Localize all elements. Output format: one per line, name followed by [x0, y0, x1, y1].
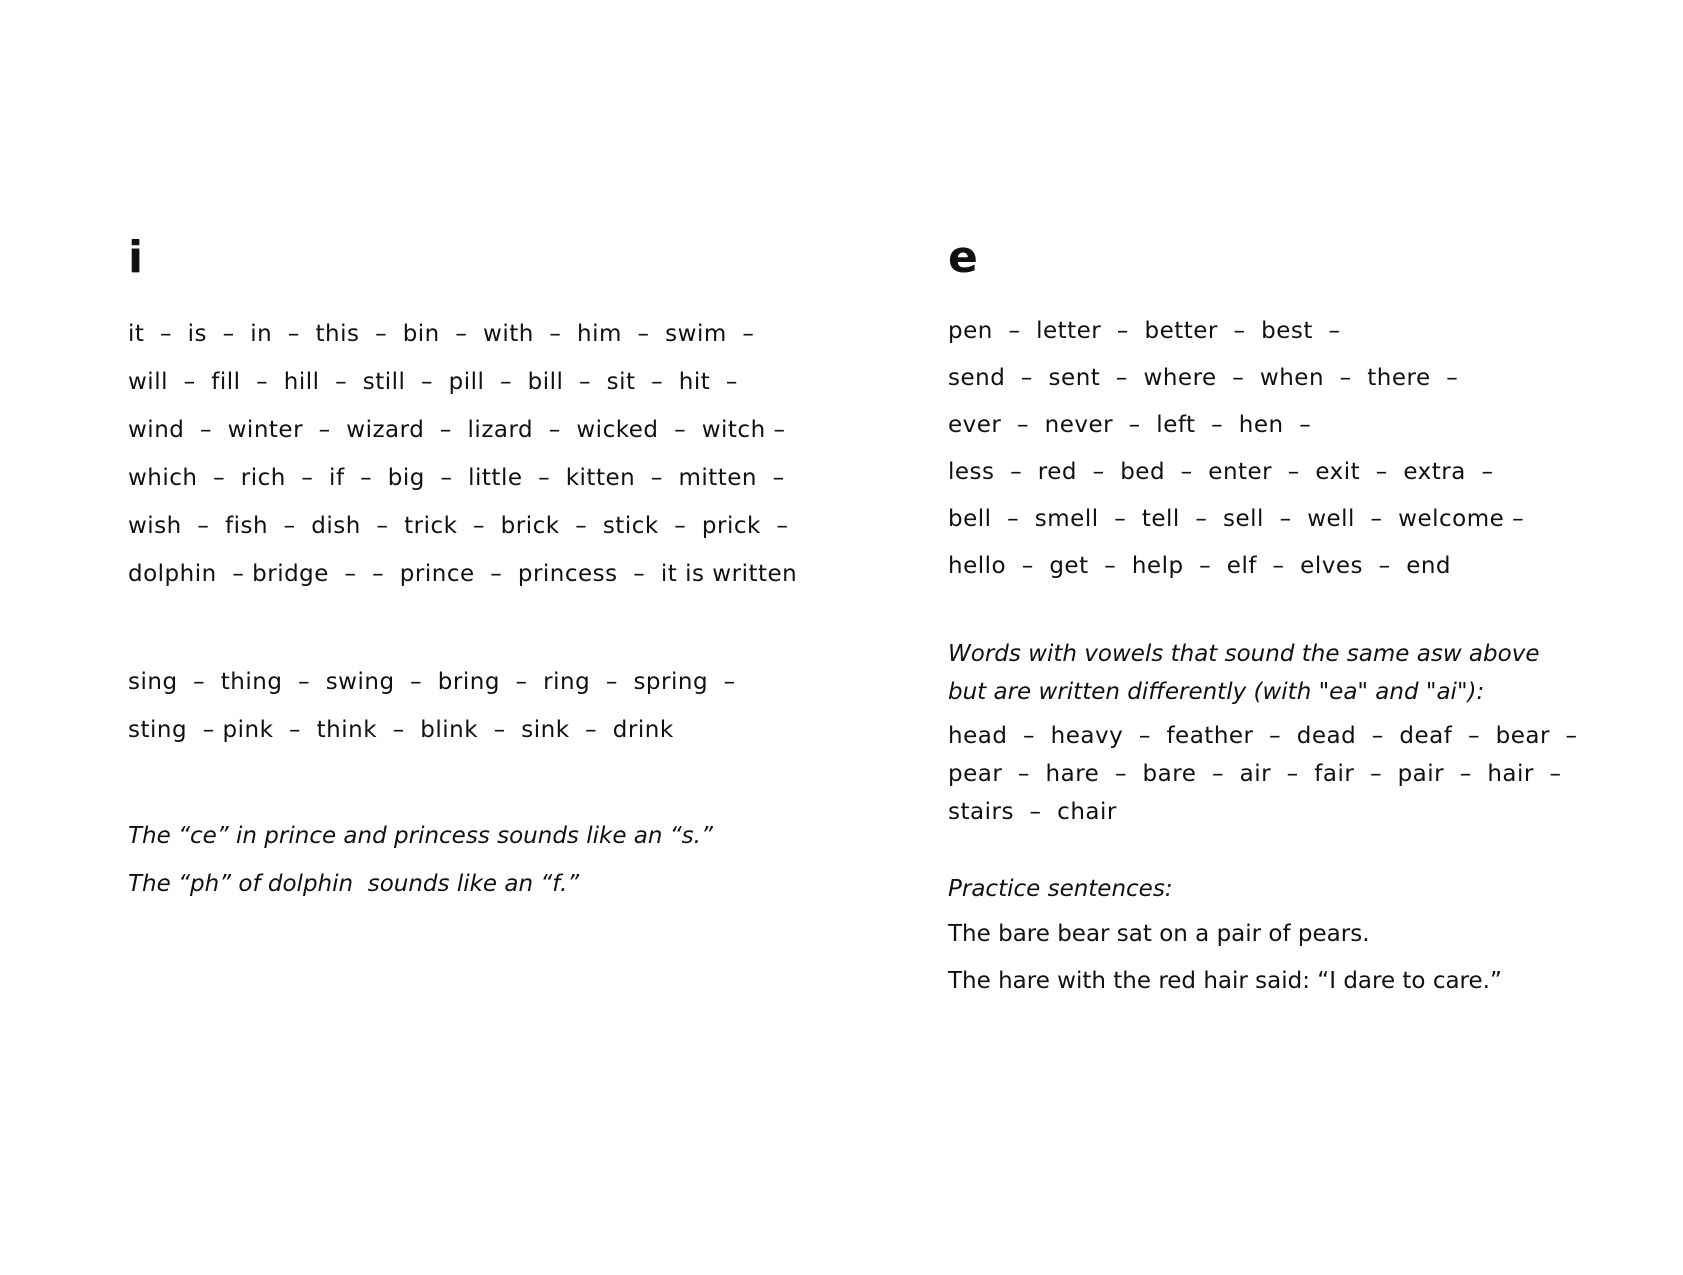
ea-ai-intro: Words with vowels that sound the same asw above but are written differently (with "ea" and "ai"):	[948, 641, 1540, 705]
word-line: wind – winter – wizard – lizard – wicked – witch –	[128, 417, 786, 443]
e-word-list	[948, 308, 1588, 590]
word-line: sing – thing – swing – bring – ring – spring –	[128, 669, 736, 695]
i-word-list	[128, 310, 828, 598]
practice-sentences-title: Practice sentences:	[948, 876, 1173, 902]
practice-sentence: The bare bear sat on a pair of pears.	[948, 921, 1370, 947]
word-line: head – heavy – feather – dead – deaf – bear –	[948, 723, 1578, 749]
spacer	[948, 590, 1588, 635]
practice-sentences	[948, 911, 1588, 1005]
spacer	[948, 831, 1588, 867]
word-line: will – fill – hill – still – pill – bill – sit – hit –	[128, 369, 738, 395]
word-line: pear – hare – bare – air – fair – pair – hair –	[948, 761, 1562, 787]
word-line: hello – get – help – elf – elves – end	[948, 553, 1452, 579]
spacer	[128, 754, 828, 812]
word-line: pen – letter – better – best –	[948, 318, 1341, 344]
word-line: stairs – chair	[948, 799, 1117, 825]
word-line: send – sent – where – when – there –	[948, 365, 1459, 391]
practice-sentence: The hare with the red hair said: “I dare to care.”	[948, 968, 1502, 994]
word-line: ever – never – left – hen –	[948, 412, 1312, 438]
note-line: The “ph” of dolphin sounds like an “f.”	[128, 871, 580, 897]
word-line: dolphin – bridge – – prince – princess – it is written	[128, 561, 798, 587]
word-line: which – rich – if – big – little – kitten – mitten –	[128, 465, 785, 491]
vowel-e-heading: e	[948, 232, 978, 283]
word-line: sting – pink – think – blink – sink – drink	[128, 717, 674, 743]
word-line: it – is – in – this – bin – with – him – swim –	[128, 321, 755, 347]
ea-ai-word-list	[948, 717, 1588, 831]
ng-word-list	[128, 658, 828, 754]
spacer	[128, 598, 828, 658]
pronunciation-notes	[128, 812, 828, 908]
word-line: wish – fish – dish – trick – brick – stick – prick –	[128, 513, 789, 539]
word-line: less – red – bed – enter – exit – extra –	[948, 459, 1494, 485]
vowel-i-section	[128, 230, 828, 908]
vowel-i-heading: i	[128, 232, 144, 283]
note-line: The “ce” in prince and princess sounds like an “s.”	[128, 823, 713, 849]
word-line: bell – smell – tell – sell – well – welcome –	[948, 506, 1525, 532]
vowel-e-section	[948, 230, 1588, 1005]
